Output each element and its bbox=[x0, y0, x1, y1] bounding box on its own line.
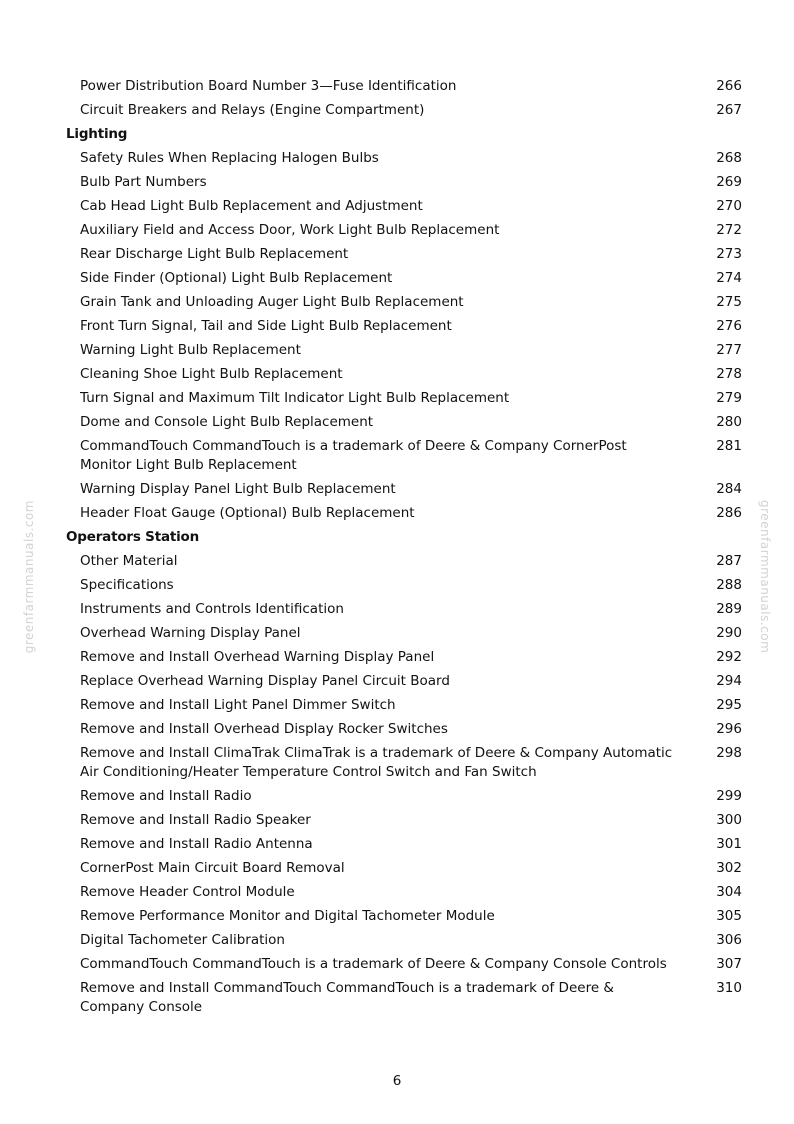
toc-entry-title: Side Finder (Optional) Light Bulb Replacement bbox=[80, 270, 393, 286]
toc-entry-title: Cleaning Shoe Light Bulb Replacement bbox=[80, 366, 343, 382]
toc-entry-page: 276 bbox=[716, 318, 742, 334]
toc-entry-page: 277 bbox=[716, 342, 742, 358]
toc-entry[interactable] bbox=[80, 809, 742, 833]
toc-entry[interactable] bbox=[80, 387, 742, 411]
toc-entry-title: Digital Tachometer Calibration bbox=[80, 932, 285, 948]
toc-entry[interactable] bbox=[80, 742, 742, 785]
toc-entry-page: 299 bbox=[716, 788, 742, 804]
toc-entry-title: Cab Head Light Bulb Replacement and Adjustment bbox=[80, 198, 423, 214]
toc-entry-title: Specifications bbox=[80, 577, 174, 593]
toc-entry-title: Remove and Install Radio bbox=[80, 788, 252, 804]
table-of-contents bbox=[0, 75, 794, 1020]
toc-entry[interactable] bbox=[80, 195, 742, 219]
toc-entry-title: Circuit Breakers and Relays (Engine Compartment) bbox=[80, 102, 425, 118]
toc-entry-title: Rear Discharge Light Bulb Replacement bbox=[80, 246, 349, 262]
toc-entry-page: 275 bbox=[716, 294, 742, 310]
toc-entry-title: CornerPost Main Circuit Board Removal bbox=[80, 860, 345, 876]
toc-entry-page: 298 bbox=[716, 745, 742, 761]
toc-entry-title: Front Turn Signal, Tail and Side Light Bulb Replacement bbox=[80, 318, 452, 334]
toc-entry[interactable] bbox=[80, 929, 742, 953]
toc-entry-page: 295 bbox=[716, 697, 742, 713]
toc-entry-title: Remove Performance Monitor and Digital Tachometer Module bbox=[80, 908, 495, 924]
toc-entry-page: 292 bbox=[716, 649, 742, 665]
toc-entry-title: Bulb Part Numbers bbox=[80, 174, 207, 190]
toc-entry-title: Turn Signal and Maximum Tilt Indicator Light Bulb Replacement bbox=[80, 390, 510, 406]
toc-entry[interactable] bbox=[80, 905, 742, 929]
toc-entry-page: 272 bbox=[716, 222, 742, 238]
toc-entry-title: Remove and Install Light Panel Dimmer Switch bbox=[80, 697, 396, 713]
toc-entry-title: CommandTouch CommandTouch is a trademark of Deere & Company CornerPost Monitor Light Bulb Replacement bbox=[80, 438, 627, 473]
toc-entry-page: 305 bbox=[716, 908, 742, 924]
toc-entry-title: Header Float Gauge (Optional) Bulb Replacement bbox=[80, 505, 415, 521]
toc-entry[interactable] bbox=[80, 881, 742, 905]
toc-entry-page: 270 bbox=[716, 198, 742, 214]
toc-entry-page: 284 bbox=[716, 481, 742, 497]
toc-entry[interactable] bbox=[80, 435, 742, 478]
toc-entry-page: 310 bbox=[716, 980, 742, 996]
toc-entry-title: Remove and Install Overhead Warning Display Panel bbox=[80, 649, 435, 665]
toc-entry[interactable] bbox=[80, 147, 742, 171]
toc-entry-page: 306 bbox=[716, 932, 742, 948]
toc-entry-title: Warning Light Bulb Replacement bbox=[80, 342, 301, 358]
watermark-right: greenfarmmanuals.com bbox=[758, 500, 772, 654]
toc-entry[interactable] bbox=[80, 646, 742, 670]
toc-entry-page: 286 bbox=[716, 505, 742, 521]
toc-entry[interactable] bbox=[80, 339, 742, 363]
toc-entry-title: Remove and Install ClimaTrak ClimaTrak is a trademark of Deere & Company Automatic Air Conditioning/Heater Temperature Control Switch and Fan Switch bbox=[80, 745, 673, 780]
toc-entry[interactable] bbox=[80, 550, 742, 574]
toc-entry[interactable] bbox=[80, 598, 742, 622]
toc-entry-page: 269 bbox=[716, 174, 742, 190]
toc-entry[interactable] bbox=[80, 574, 742, 598]
toc-entry[interactable] bbox=[80, 478, 742, 502]
toc-entry-page: 288 bbox=[716, 577, 742, 593]
watermark-left: greenfarmmanuals.com bbox=[22, 500, 36, 654]
toc-entry[interactable] bbox=[80, 857, 742, 881]
toc-entry[interactable] bbox=[80, 411, 742, 435]
toc-entry-title: Warning Display Panel Light Bulb Replacement bbox=[80, 481, 396, 497]
toc-entry-title: Auxiliary Field and Access Door, Work Light Bulb Replacement bbox=[80, 222, 500, 238]
toc-entry-title: Remove and Install Radio Speaker bbox=[80, 812, 311, 828]
toc-entry[interactable] bbox=[80, 363, 742, 387]
toc-entry-page: 266 bbox=[716, 78, 742, 94]
toc-entry-page: 274 bbox=[716, 270, 742, 286]
toc-entry-title: Remove and Install Overhead Display Rocker Switches bbox=[80, 721, 448, 737]
toc-entry-page: 307 bbox=[716, 956, 742, 972]
toc-entry-page: 300 bbox=[716, 812, 742, 828]
toc-entry[interactable] bbox=[80, 694, 742, 718]
toc-entry-title: Grain Tank and Unloading Auger Light Bulb Replacement bbox=[80, 294, 464, 310]
toc-entry-title: Remove Header Control Module bbox=[80, 884, 295, 900]
toc-entry-page: 281 bbox=[716, 438, 742, 454]
toc-entry-page: 278 bbox=[716, 366, 742, 382]
toc-entry[interactable] bbox=[80, 833, 742, 857]
toc-entry[interactable] bbox=[80, 622, 742, 646]
toc-entry-page: 273 bbox=[716, 246, 742, 262]
toc-entry-title: Replace Overhead Warning Display Panel Circuit Board bbox=[80, 673, 450, 689]
toc-entry-page: 268 bbox=[716, 150, 742, 166]
toc-entry-page: 280 bbox=[716, 414, 742, 430]
toc-entry[interactable] bbox=[80, 785, 742, 809]
toc-entry[interactable] bbox=[80, 99, 742, 123]
toc-entry[interactable] bbox=[80, 219, 742, 243]
toc-entry[interactable] bbox=[80, 243, 742, 267]
toc-entry-page: 296 bbox=[716, 721, 742, 737]
toc-entry-title: Instruments and Controls Identification bbox=[80, 601, 344, 617]
toc-entry[interactable] bbox=[80, 267, 742, 291]
toc-entry-page: 301 bbox=[716, 836, 742, 852]
toc-entry-page: 267 bbox=[716, 102, 742, 118]
toc-entry[interactable] bbox=[80, 953, 742, 977]
toc-entry[interactable] bbox=[80, 670, 742, 694]
toc-entry-page: 302 bbox=[716, 860, 742, 876]
toc-entry-title: Safety Rules When Replacing Halogen Bulbs bbox=[80, 150, 379, 166]
toc-entry[interactable] bbox=[80, 718, 742, 742]
toc-entry-title: Other Material bbox=[80, 553, 178, 569]
toc-entry-page: 287 bbox=[716, 553, 742, 569]
toc-entry[interactable] bbox=[80, 171, 742, 195]
toc-entry-page: 304 bbox=[716, 884, 742, 900]
toc-entry[interactable] bbox=[80, 315, 742, 339]
toc-entry-page: 279 bbox=[716, 390, 742, 406]
toc-entry-page: 294 bbox=[716, 673, 742, 689]
toc-entry[interactable] bbox=[80, 977, 742, 1020]
section-heading: Operators Station bbox=[66, 529, 200, 545]
page-number: 6 bbox=[392, 1073, 402, 1089]
toc-entry[interactable] bbox=[80, 291, 742, 315]
toc-entry-title: Remove and Install CommandTouch CommandTouch is a trademark of Deere & Company Console bbox=[80, 980, 614, 1015]
toc-entry-title: Remove and Install Radio Antenna bbox=[80, 836, 313, 852]
toc-entry-title: Power Distribution Board Number 3—Fuse Identification bbox=[80, 78, 457, 94]
toc-entry-page: 289 bbox=[716, 601, 742, 617]
toc-entry-page: 290 bbox=[716, 625, 742, 641]
toc-entry[interactable] bbox=[80, 502, 742, 526]
section-heading: Lighting bbox=[66, 126, 128, 142]
toc-entry[interactable] bbox=[80, 75, 742, 99]
toc-entry-title: CommandTouch CommandTouch is a trademark of Deere & Company Console Controls bbox=[80, 956, 667, 972]
toc-entry-title: Dome and Console Light Bulb Replacement bbox=[80, 414, 374, 430]
toc-entry-title: Overhead Warning Display Panel bbox=[80, 625, 301, 641]
